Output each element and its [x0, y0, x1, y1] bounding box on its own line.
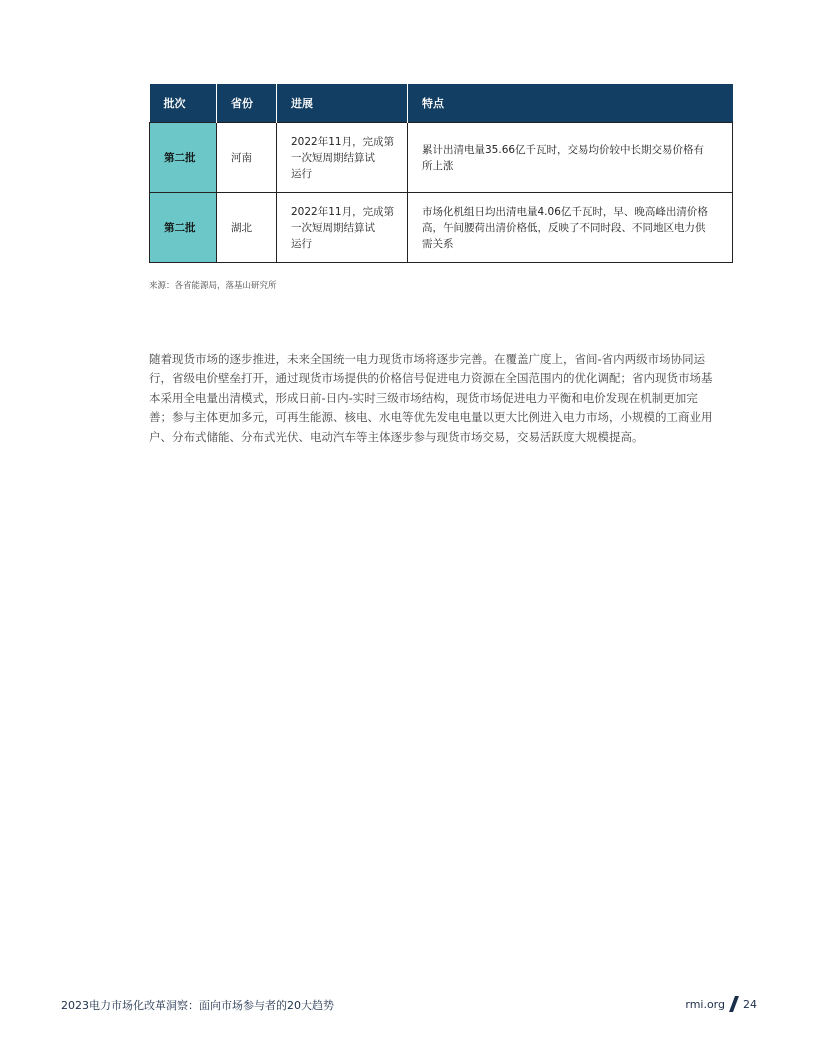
footer-report-title: 2023电力市场化改革洞察：面向市场参与者的20大趋势 [61, 999, 334, 1012]
province-cell: 河南 [217, 123, 277, 193]
paragraph-line: 户、分布式储能、分布式光伏、电动汽车等主体逐步参与现货市场交易，交易活跃度大规模提高。 [149, 429, 644, 444]
paragraph-line: 本采用全电量出清模式，形成日前-日内-实时三级市场结构，现货市场促进电力平衡和电价发现在机制更加完 [149, 390, 698, 405]
footer-site-link[interactable]: rmi.org [685, 997, 725, 1011]
province-cell: 湖北 [217, 193, 277, 263]
header-progress: 进展 [277, 84, 408, 123]
feature-cell: 累计出清电量35.66亿千瓦时，交易均价较中长期交易价格有 所上涨 [408, 123, 733, 193]
table-row [150, 123, 733, 193]
slash-divider-icon [729, 996, 739, 1012]
table-row [150, 193, 733, 263]
batch-cell: 第二批 [150, 123, 217, 193]
footer-page-number: 24 [743, 997, 757, 1011]
feature-cell: 市场化机组日均出清电量4.06亿千瓦时，早、晚高峰出清价格 高，午间腰荷出清价格低，反映了不同时段、不同地区电力供 需关系 [408, 193, 733, 263]
body-paragraph [149, 350, 729, 447]
paragraph-line: 随着现货市场的逐步推进，未来全国统一电力现货市场将逐步完善。在覆盖广度上，省间-省内两级市场协同运 [149, 352, 706, 366]
header-feature: 特点 [408, 84, 733, 123]
batch-cell: 第二批 [150, 193, 217, 263]
province-progress-table [149, 84, 733, 263]
progress-cell: 2022年11月，完成第 一次短周期结算试 运行 [277, 193, 408, 263]
header-province: 省份 [217, 84, 277, 123]
header-batch: 批次 [150, 84, 217, 123]
table-header-row [150, 84, 733, 123]
paragraph-line: 善；参与主体更加多元，可再生能源、核电、水电等优先发电电量以更大比例进入电力市场，小规模的工商业用 [149, 410, 713, 425]
source-note: 来源：各省能源局，落基山研究所 [149, 281, 277, 291]
footer-page-info [685, 996, 757, 1012]
paragraph-line: 行，省级电价壁垒打开，通过现货市场提供的价格信号促进电力资源在全国范围内的优化调配；省内现货市场基 [149, 371, 713, 386]
progress-cell: 2022年11月，完成第 一次短周期结算试 运行 [277, 123, 408, 193]
